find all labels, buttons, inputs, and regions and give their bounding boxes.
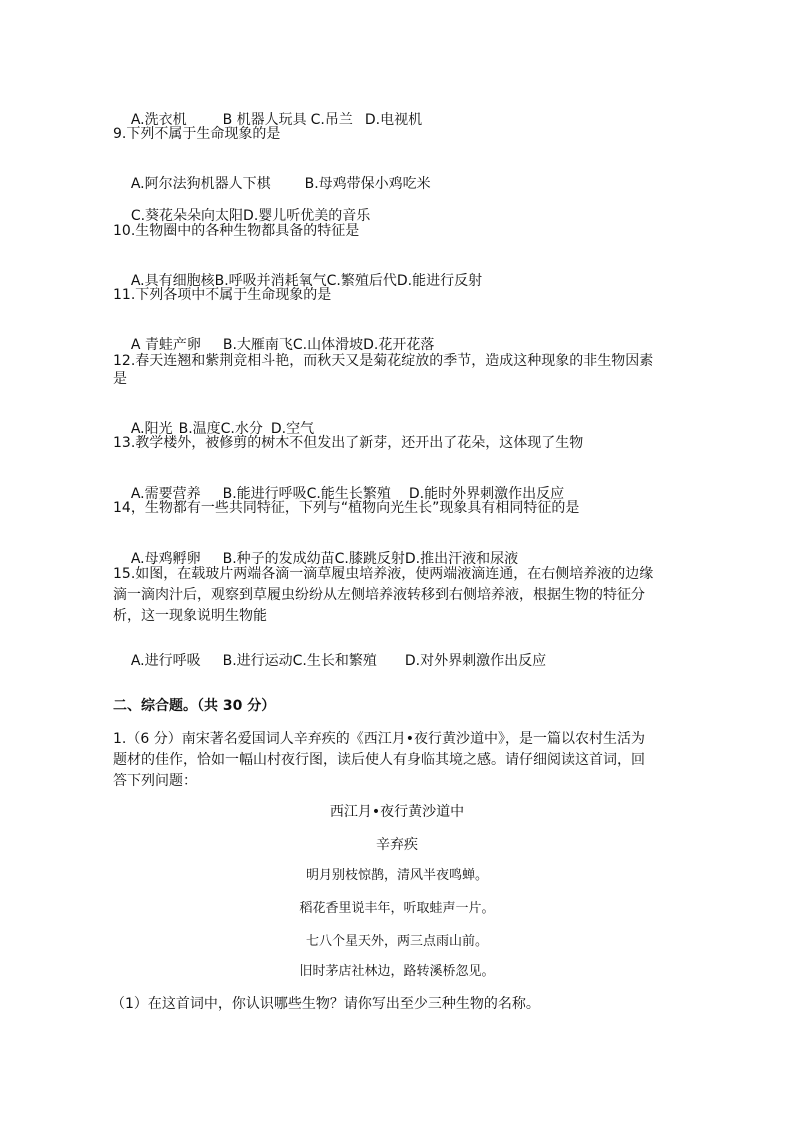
q11-option-d: D.花开花落 — [363, 337, 435, 353]
poem-line-2: 稻花香里说丰年，听取蛙声一片。 — [299, 901, 495, 916]
q11-option-a: A 青蛙产卵 — [130, 337, 201, 353]
poem-line-1: 明月别枝惊鹊，清风半夜鸣蝉。 — [305, 868, 488, 883]
q12-stem-line1: 12.春天连翘和紫荆竞相斗艳，而秋天又是菊花绽放的季节，造成这种现象的非生物因素 — [113, 353, 654, 369]
q9-option-d: D.婴儿听优美的音乐 — [243, 208, 371, 224]
q15-stem-line2: 滴一滴肉汁后，观察到草履虫纷纷从左侧培养液转移到右侧培养液，根据生物的特征分 — [113, 587, 645, 603]
q9-option-a: A.阿尔法狗机器人下棋 — [130, 176, 271, 192]
q13-option-d: D.能时外界刺激作出反应 — [408, 486, 565, 502]
q12-option-b: B.温度 — [178, 421, 221, 437]
q15-option-c: C.生长和繁殖 — [292, 653, 377, 669]
q10-option-a: A.具有细胞核 — [130, 273, 215, 289]
q13-option-a: A.需要营养 — [130, 486, 201, 502]
section2-sub1: （1）在这首词中，你认识哪些生物？请你写出至少三种生物的名称。 — [111, 996, 540, 1012]
section2-q1-line2: 题材的佳作，恰如一幅山村夜行图，读后使人有身临其境之感。请仔细阅读这首词，回 — [113, 752, 645, 768]
q14-stem: 14，生物都有一些共同特征，下列与“植物向光生长”现象具有相同特征的是 — [113, 500, 580, 516]
q13-option-b: B.能进行呼吸 — [222, 486, 307, 502]
q14-option-c: C.膝跳反射 — [334, 551, 405, 567]
q12-stem-line2: 是 — [113, 371, 127, 387]
q15-option-a: A.进行呼吸 — [130, 653, 201, 669]
q12-option-c: C.水分 — [220, 421, 263, 437]
q11-option-c: C.山体滑坡 — [292, 337, 364, 353]
q9-option-b: B.母鸡带保小鸡吃米 — [304, 176, 431, 192]
q14-option-d: D.推出汗液和尿液 — [404, 551, 519, 567]
q8-option-d: D.电视机 — [364, 112, 423, 128]
q15-stem-line3: 析，这一现象说明生物能 — [113, 608, 267, 624]
q10-option-b: B.呼吸并消耗氧气 — [214, 273, 327, 289]
q12-option-a: A.阳光 — [130, 421, 173, 437]
q15-option-d: D.对外界刺激作出反应 — [404, 653, 547, 669]
q8-option-b: B 机器人玩具 — [222, 112, 307, 128]
poem-title: 西江月•夜行黄沙道中 — [329, 804, 465, 820]
q10-stem: 10.生物圈中的各种生物都具备的特征是 — [113, 223, 360, 239]
q10-option-d: D.能进行反射 — [396, 273, 483, 289]
poem-line-3: 七八个星天外，两三点雨山前。 — [305, 934, 488, 949]
poem-line-4: 旧时茅店社林边，路转溪桥忽见。 — [299, 964, 495, 979]
q13-option-c: C.能生长繁殖 — [306, 486, 391, 502]
q11-option-b: B.大雁南飞 — [222, 337, 293, 353]
q15-options — [113, 634, 546, 688]
q8-option-c: C.吊兰 — [310, 112, 353, 128]
section2-q1-line1: 1.（6 分）南宋著名爱国词人辛弃疾的《西江月•夜行黄沙道中》，是一篇以农村生活为 — [113, 731, 645, 747]
section2-q1-line3: 答下列问题： — [113, 773, 197, 789]
q15-stem-line1: 15.如图，在载玻片两端各滴一滴草履虫培养液，使两端液滴连通，在右侧培养液的边缘 — [113, 566, 654, 582]
q14-option-b: B.种子的发成幼苗 — [222, 551, 335, 567]
q8-option-a: A.洗衣机 — [130, 112, 187, 128]
q15-option-b: B.进行运动 — [222, 653, 293, 669]
q10-option-c: C.繁殖后代 — [326, 273, 397, 289]
q12-option-d: D.空气 — [270, 421, 315, 437]
q14-option-a: A.母鸡孵卵 — [130, 551, 201, 567]
q9-stem: 9.下列不属于生命现象的是 — [113, 126, 281, 142]
section2-title: 二、综合题。（共 30 分） — [113, 698, 276, 714]
q11-stem: 11.下列各项中不属于生命现象的是 — [113, 287, 332, 303]
poem-author: 辛弃疾 — [376, 837, 418, 853]
q13-stem: 13.教学楼外，被修剪的树木不但发出了新芽，还开出了花朵，这体现了生物 — [113, 435, 584, 451]
q9-option-c: C.葵花朵朵向太阳 — [130, 208, 244, 224]
